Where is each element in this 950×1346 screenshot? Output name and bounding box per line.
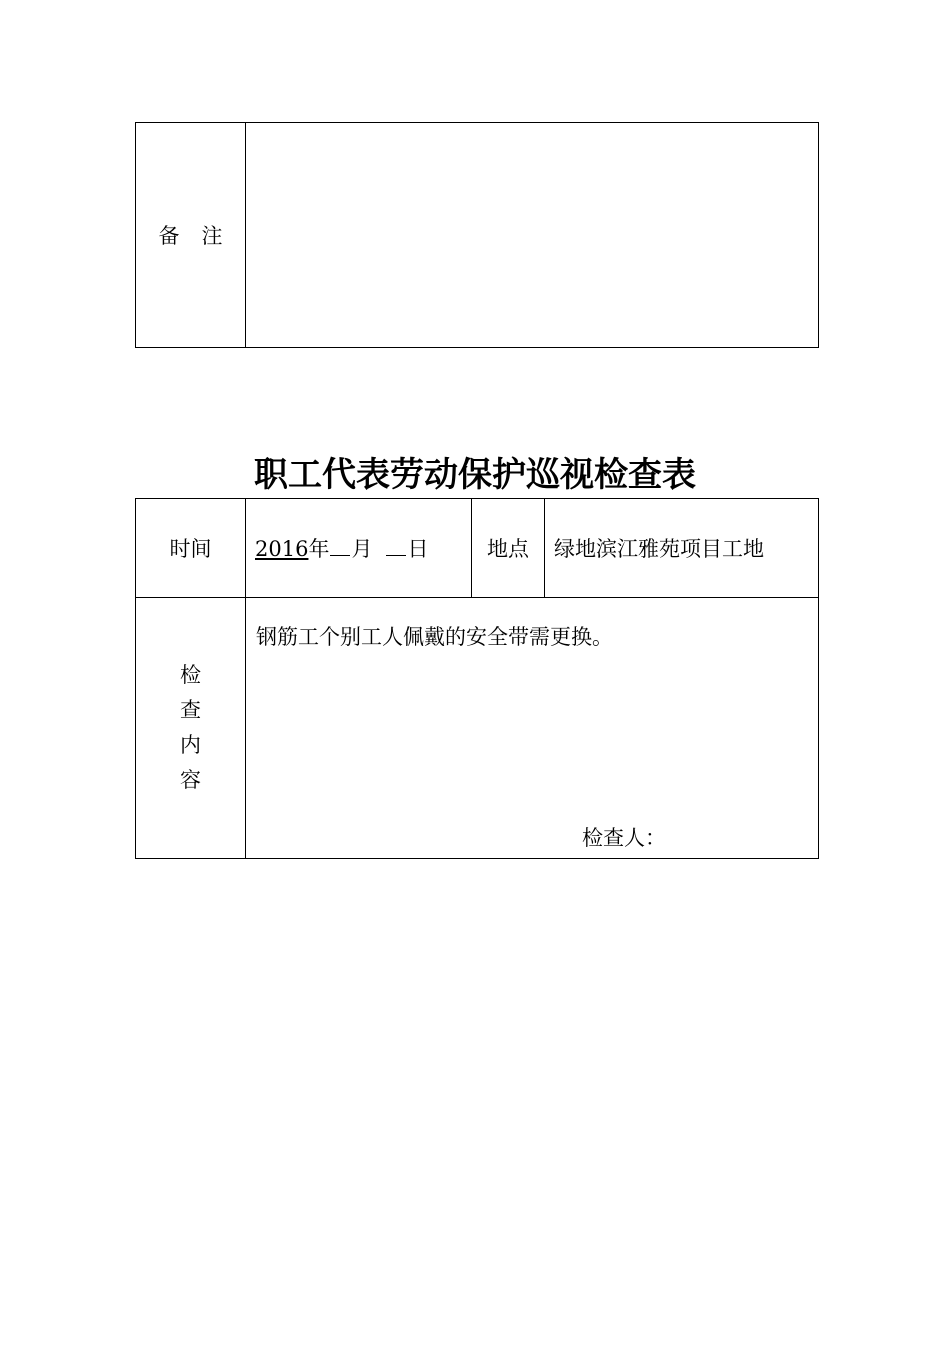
content-label-char: 内 [180,733,201,757]
date-field[interactable] [246,499,472,598]
content-label-char: 查 [180,698,201,722]
location-label: 地点 [472,499,545,598]
remarks-row [136,123,819,348]
content-label-char: 容 [180,768,201,792]
content-label [136,598,246,859]
remarks-table [135,122,819,348]
inspection-table [135,498,819,859]
content-row [136,598,819,859]
remarks-label-char-2: 注 [201,224,223,248]
date-year: 2016 [255,537,309,561]
content-label-char: 检 [180,663,201,687]
time-location-row [136,499,819,598]
location-value[interactable]: 绿地滨江雅苑项目工地 [545,499,819,598]
time-label: 时间 [136,499,246,598]
remarks-label [136,123,246,348]
date-day-suffix: 日 [407,537,429,561]
remarks-content[interactable] [246,123,819,348]
page-title: 职工代表劳动保护巡视检查表 [254,455,696,495]
date-day-blank[interactable] [386,537,406,556]
date-year-suffix: 年 [308,537,330,561]
date-month-suffix: 月 [351,537,373,561]
inspection-content-text: 钢筋工个别工人佩戴的安全带需更换。 [256,625,613,649]
content-cell[interactable] [246,598,819,859]
date-month-blank[interactable] [330,537,350,556]
inspector-label: 检查人： [582,826,666,850]
remarks-label-char-1: 备 [158,224,180,248]
